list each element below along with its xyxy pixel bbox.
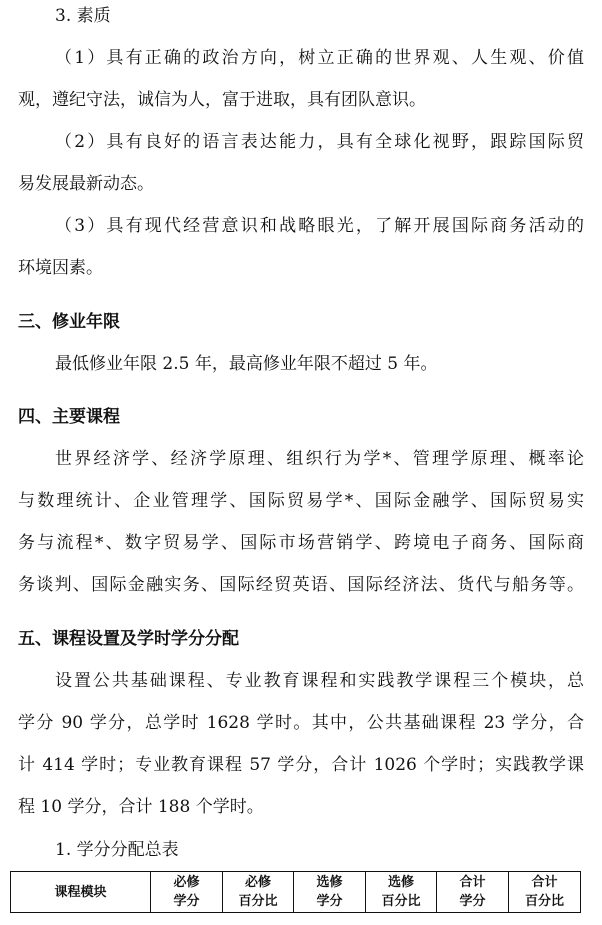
quality-item-3-line-1: （3）具有现代经营意识和战略眼光，了解开展国际商务活动的 — [55, 216, 584, 236]
quality-item-2-line-1: （2）具有良好的语言表达能力，具有全球化视野，跟踪国际贸 — [55, 132, 584, 152]
quality-item-1-line-1: （1）具有正确的政治方向，树立正确的世界观、人生观、价值 — [55, 48, 584, 68]
quality-item-3-line-2: 环境因素。 — [18, 258, 103, 278]
curriculum-line-1: 设置公共基础课程、专业教育课程和实践教学课程三个模块，总 — [55, 671, 584, 691]
curriculum-heading: 五、课程设置及学时学分分配 — [18, 629, 239, 649]
courses-line-1: 世界经济学、经济学原理、组织行为学*、管理学原理、概率论 — [55, 449, 584, 469]
table-header-row — [11, 872, 581, 913]
header-course-module: 课程模块 — [11, 872, 151, 913]
courses-line-2: 与数理统计、企业管理学、国际贸易学*、国际金融学、国际贸易实 — [18, 491, 584, 511]
quality-item-2-line-2: 易发展最新动态。 — [18, 174, 154, 194]
curriculum-line-2: 学分 90 学分，总学时 1628 学时。其中，公共基础课程 23 学分，合 — [18, 713, 584, 733]
quality-title: 3. 素质 — [55, 6, 111, 26]
duration-heading: 三、修业年限 — [18, 312, 120, 332]
header-total-percent: 合计 百分比 — [509, 872, 581, 913]
courses-line-4: 务谈判、国际金融实务、国际经贸英语、国际经济法、货代与船务等。 — [18, 575, 584, 595]
curriculum-line-3: 计 414 学时；专业教育课程 57 学分，合计 1026 个学时；实践教学课 — [18, 755, 584, 775]
header-required-percent: 必修 百分比 — [223, 872, 294, 913]
header-required-credits: 必修 学分 — [151, 872, 223, 913]
courses-heading: 四、主要课程 — [18, 407, 120, 427]
header-total-credits: 合计 学分 — [437, 872, 509, 913]
duration-text: 最低修业年限 2.5 年，最高修业年限不超过 5 年。 — [55, 354, 438, 374]
credit-table-caption: 1. 学分分配总表 — [55, 840, 179, 860]
quality-item-1-line-2: 观，遵纪守法，诚信为人，富于进取，具有团队意识。 — [18, 90, 426, 110]
header-elective-percent: 选修 百分比 — [366, 872, 437, 913]
courses-line-3: 务与流程*、数字贸易学、国际市场营销学、跨境电子商务、国际商 — [18, 533, 584, 553]
header-elective-credits: 选修 学分 — [294, 872, 366, 913]
curriculum-line-4: 程 10 学分，合计 188 个学时。 — [18, 797, 264, 817]
credit-allocation-table — [10, 871, 581, 913]
